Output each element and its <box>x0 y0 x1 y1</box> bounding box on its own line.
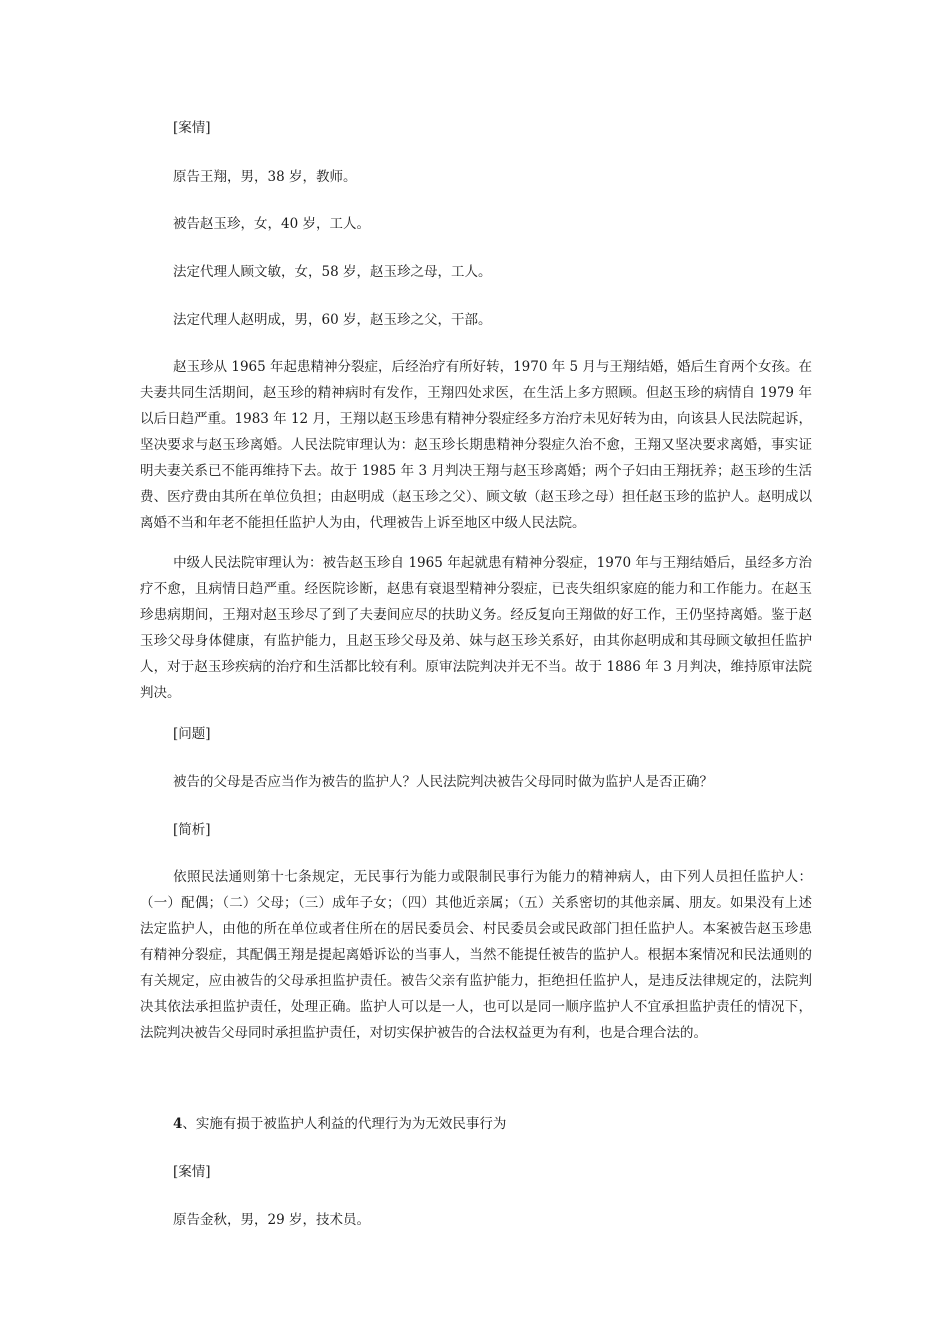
case-facts-paragraph: 赵玉珍从 1965 年起患精神分裂症，后经治疗有所好转，1970 年 5 月与王翔结婚，婚后生育两个女孩。在夫妻共同生活期间，赵玉珍的精神病时有发作，王翔四处求医，在生活上多方照顾。但赵玉珍的病情自 1979 年以后日趋严重。1983 年 12 月，王翔以赵玉珍患有精神分裂症经多方治疗未见好转为由，向该县人民法院起诉，坚决要求与赵玉珍离婚。人民法院审理认为：赵玉珍长期患精神分裂症久治不愈，王翔又坚决要求离婚，事实证明夫妻关系已不能再维持下去。故于 1985 年 3 月判决王翔与赵玉珍离婚；两个子妇由王翔抚养；赵玉珍的生活费、医疗费由其所在单位负担；由赵明成（赵玉珍之父）、顾文敏（赵玉珍之母）担任赵玉珍的监护人。赵明成以离婚不当和年老不能担任监护人为由，代理被告上诉至地区中级人民法院。 <box>140 359 812 531</box>
section-heading <box>173 1114 506 1134</box>
legal-agent-mother-line: 法定代理人顾文敏，女，58 岁，赵玉珍之母，工人。 <box>173 264 492 280</box>
section-title: 、实施有损于被监护人利益的代理行为为无效民事行为 <box>182 1116 507 1132</box>
case-header-2: [案情] <box>173 1164 211 1180</box>
section-number: 4 <box>173 1116 183 1132</box>
question-text: 被告的父母是否应当作为被告的监护人？人民法院判决被告父母同时做为监护人是否正确？ <box>173 774 713 790</box>
plaintiff-line: 原告王翔，男，38 岁，教师。 <box>173 169 357 185</box>
analysis-header: [简析] <box>173 822 211 838</box>
appeal-judgment-paragraph: 中级人民法院审理认为：被告赵玉珍自 1965 年起就患有精神分裂症，1970 年与王翔结婚后，虽经多方治疗不愈，且病情日趋严重。经医院诊断，赵患有衰退型精神分裂症，已丧失组织家庭的能力和工作能力。在赵玉珍患病期间，王翔对赵玉珍尽了到了夫妻间应尽的扶助义务。经反复向王翔做的好工作，王仍坚持离婚。鉴于赵玉珍父母身体健康，有监护能力，且赵玉珍父母及弟、妹与赵玉珍关系好，由其你赵明成和其母顾文敏担任监护人，对于赵玉珍疾病的治疗和生活都比较有利。原审法院判决并无不当。故于 1886 年 3 月判决，维持原审法院判决。 <box>140 555 812 701</box>
analysis-paragraph: 依照民法通则第十七条规定，无民事行为能力或限制民事行为能力的精神病人，由下列人员担任监护人：（一）配偶；（二）父母；（三）成年子女；（四）其他近亲属；（五）关系密切的其他亲属、朋友。如果没有上述法定监护人，由他的所在单位或者住所在的居民委员会、村民委员会或民政部门担任监护人。本案被告赵玉珍患有精神分裂症，其配偶王翔是提起离婚诉讼的当事人，当然不能提任被告的监护人。根据本案情况和民法通则的有关规定，应由被告的父母承担监护责任。被告父亲有监护能力，拒绝担任监护人，是违反法律规定的，法院判决其依法承担监护责任，处理正确。监护人可以是一人，也可以是同一顺序监护人不宜承担监护责任的情况下，法院判决被告父母同时承担监护责任，对切实保护被告的合法权益更为有利，也是合理合法的。 <box>140 869 812 1041</box>
question-header: [问题] <box>173 726 211 742</box>
legal-agent-father-line: 法定代理人赵明成，男，60 岁，赵玉珍之父，干部。 <box>173 312 492 328</box>
plaintiff-line-2: 原告金秋，男，29 岁，技术员。 <box>173 1212 370 1228</box>
defendant-line: 被告赵玉珍，女，40 岁，工人。 <box>173 216 370 232</box>
case-header: [案情] <box>173 120 211 136</box>
